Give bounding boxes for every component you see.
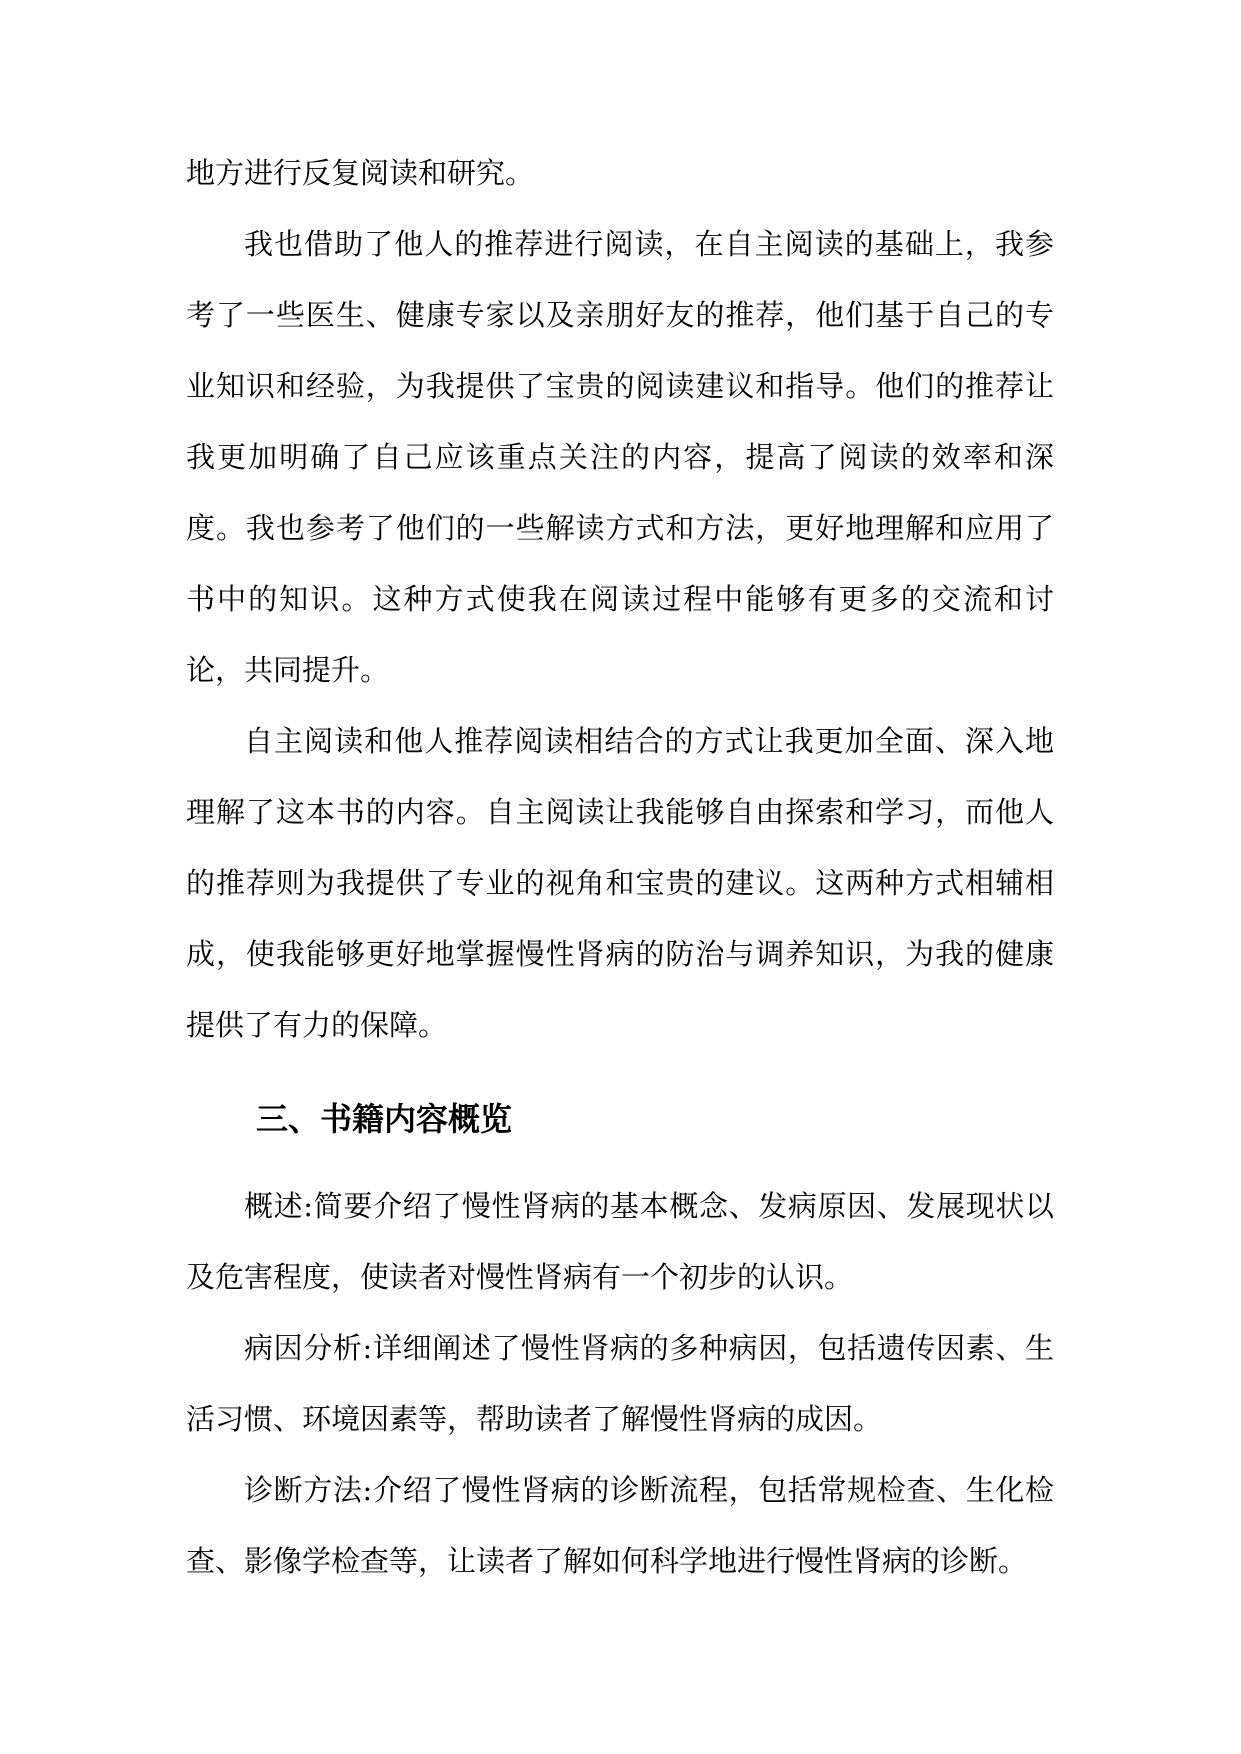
section-heading: 三、书籍内容概览 [256,1100,513,1138]
overview-text: 介绍了慢性肾病的诊断流程，包括常规检查、生化检查、影像学检查等，让读者了解如何科学地进行慢性肾病的诊断。 [186,1473,1054,1578]
overview-item-etiology [186,1313,1054,1455]
document-body [186,138,1054,1597]
overview-item-summary [186,1171,1054,1313]
overview-item-diagnosis [186,1455,1054,1597]
overview-text: 简要介绍了慢性肾病的基本概念、发病原因、发展现状以及危害程度，使读者对慢性肾病有一个初步的认识。 [186,1189,1054,1294]
paragraph-combined-reading: 自主阅读和他人推荐阅读相结合的方式让我更加全面、深入地理解了这本书的内容。自主阅读让我能够自由探索和学习，而他人的推荐则为我提供了专业的视角和宝贵的建议。这两种方式相辅相成，使我能够更好地掌握慢性肾病的防治与调养知识，为我的健康提供了有力的保障。 [186,724,1054,1042]
overview-text: 详细阐述了慢性肾病的多种病因，包括遗传因素、生活习惯、环境因素等，帮助读者了解慢性肾病的成因。 [186,1331,1054,1436]
paragraph-continuation: 地方进行反复阅读和研究。 [186,156,535,190]
paragraph-recommendation-reading: 我也借助了他人的推荐进行阅读，在自主阅读的基础上，我参考了一些医生、健康专家以及亲朋好友的推荐，他们基于自己的专业知识和经验，为我提供了宝贵的阅读建议和指导。他们的推荐让我更加明确了自己应该重点关注的内容，提高了阅读的效率和深度。我也参考了他们的一些解读方式和方法，更好地理解和应用了书中的知识。这种方式使我在阅读过程中能够有更多的交流和讨论，共同提升。 [186,227,1054,687]
overview-term: 概述: [244,1189,314,1223]
overview-term: 诊断方法: [244,1473,373,1507]
overview-term: 病因分析: [244,1331,373,1365]
